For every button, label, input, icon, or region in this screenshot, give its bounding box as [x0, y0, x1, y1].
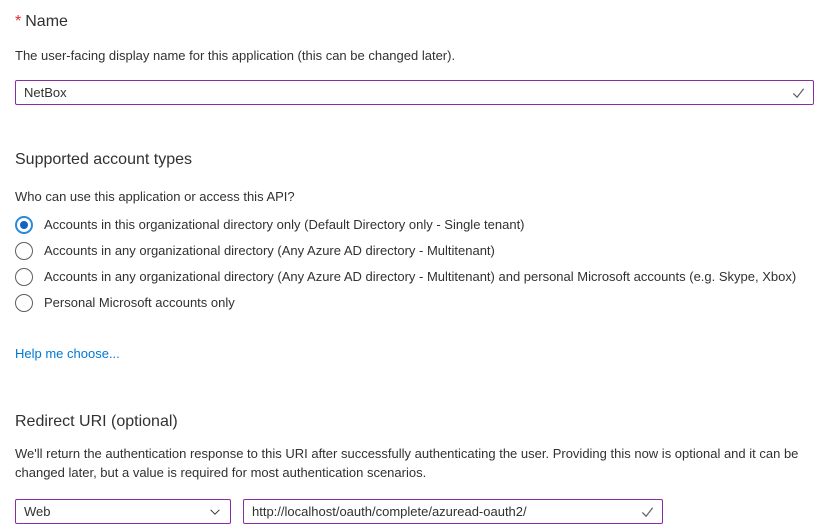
radio-button-icon[interactable]: [15, 294, 33, 312]
name-heading-label: Name: [25, 13, 68, 30]
platform-dropdown[interactable]: [15, 499, 231, 524]
name-description: The user-facing display name for this application (this can be changed later).: [15, 48, 456, 63]
radio-option-personal-only[interactable]: [15, 294, 814, 312]
account-types-radio-group: [15, 216, 814, 312]
radio-option-label: Accounts in any organizational directory (Any Azure AD directory - Multitenant) and personal Microsoft accounts (e.g. Skype, Xbox): [44, 269, 797, 284]
redirect-uri-field-wrapper: [243, 499, 663, 524]
name-input[interactable]: [15, 80, 814, 105]
radio-button-icon[interactable]: [15, 268, 33, 286]
radio-option-label: Personal Microsoft accounts only: [44, 295, 235, 310]
radio-option-single-tenant[interactable]: [15, 216, 814, 234]
account-types-question: Who can use this application or access this API?: [15, 189, 295, 204]
radio-option-multitenant[interactable]: [15, 242, 814, 260]
name-field-wrapper: [15, 80, 814, 105]
radio-option-label: Accounts in any organizational directory (Any Azure AD directory - Multitenant): [44, 243, 495, 258]
help-me-choose-link[interactable]: Help me choose...: [15, 346, 120, 361]
platform-dropdown-value: Web: [24, 504, 51, 519]
account-types-heading: Supported account types: [15, 151, 193, 168]
chevron-down-icon: [208, 505, 222, 519]
required-asterisk: *: [15, 13, 22, 30]
redirect-uri-input[interactable]: [243, 499, 663, 524]
redirect-uri-description: We'll return the authentication response to this URI after successfully authenticating the user. Providing this now is optional and it can be changed later, but a value is required for most authentication scenarios.: [15, 446, 799, 480]
redirect-uri-heading: Redirect URI (optional): [15, 413, 178, 430]
redirect-uri-row: [15, 499, 814, 524]
radio-option-label: Accounts in this organizational directory only (Default Directory only - Single tenant): [44, 217, 525, 232]
radio-button-icon[interactable]: [15, 242, 33, 260]
radio-button-icon[interactable]: [15, 216, 33, 234]
name-section-heading: [15, 11, 814, 32]
radio-option-multitenant-personal[interactable]: [15, 268, 814, 286]
